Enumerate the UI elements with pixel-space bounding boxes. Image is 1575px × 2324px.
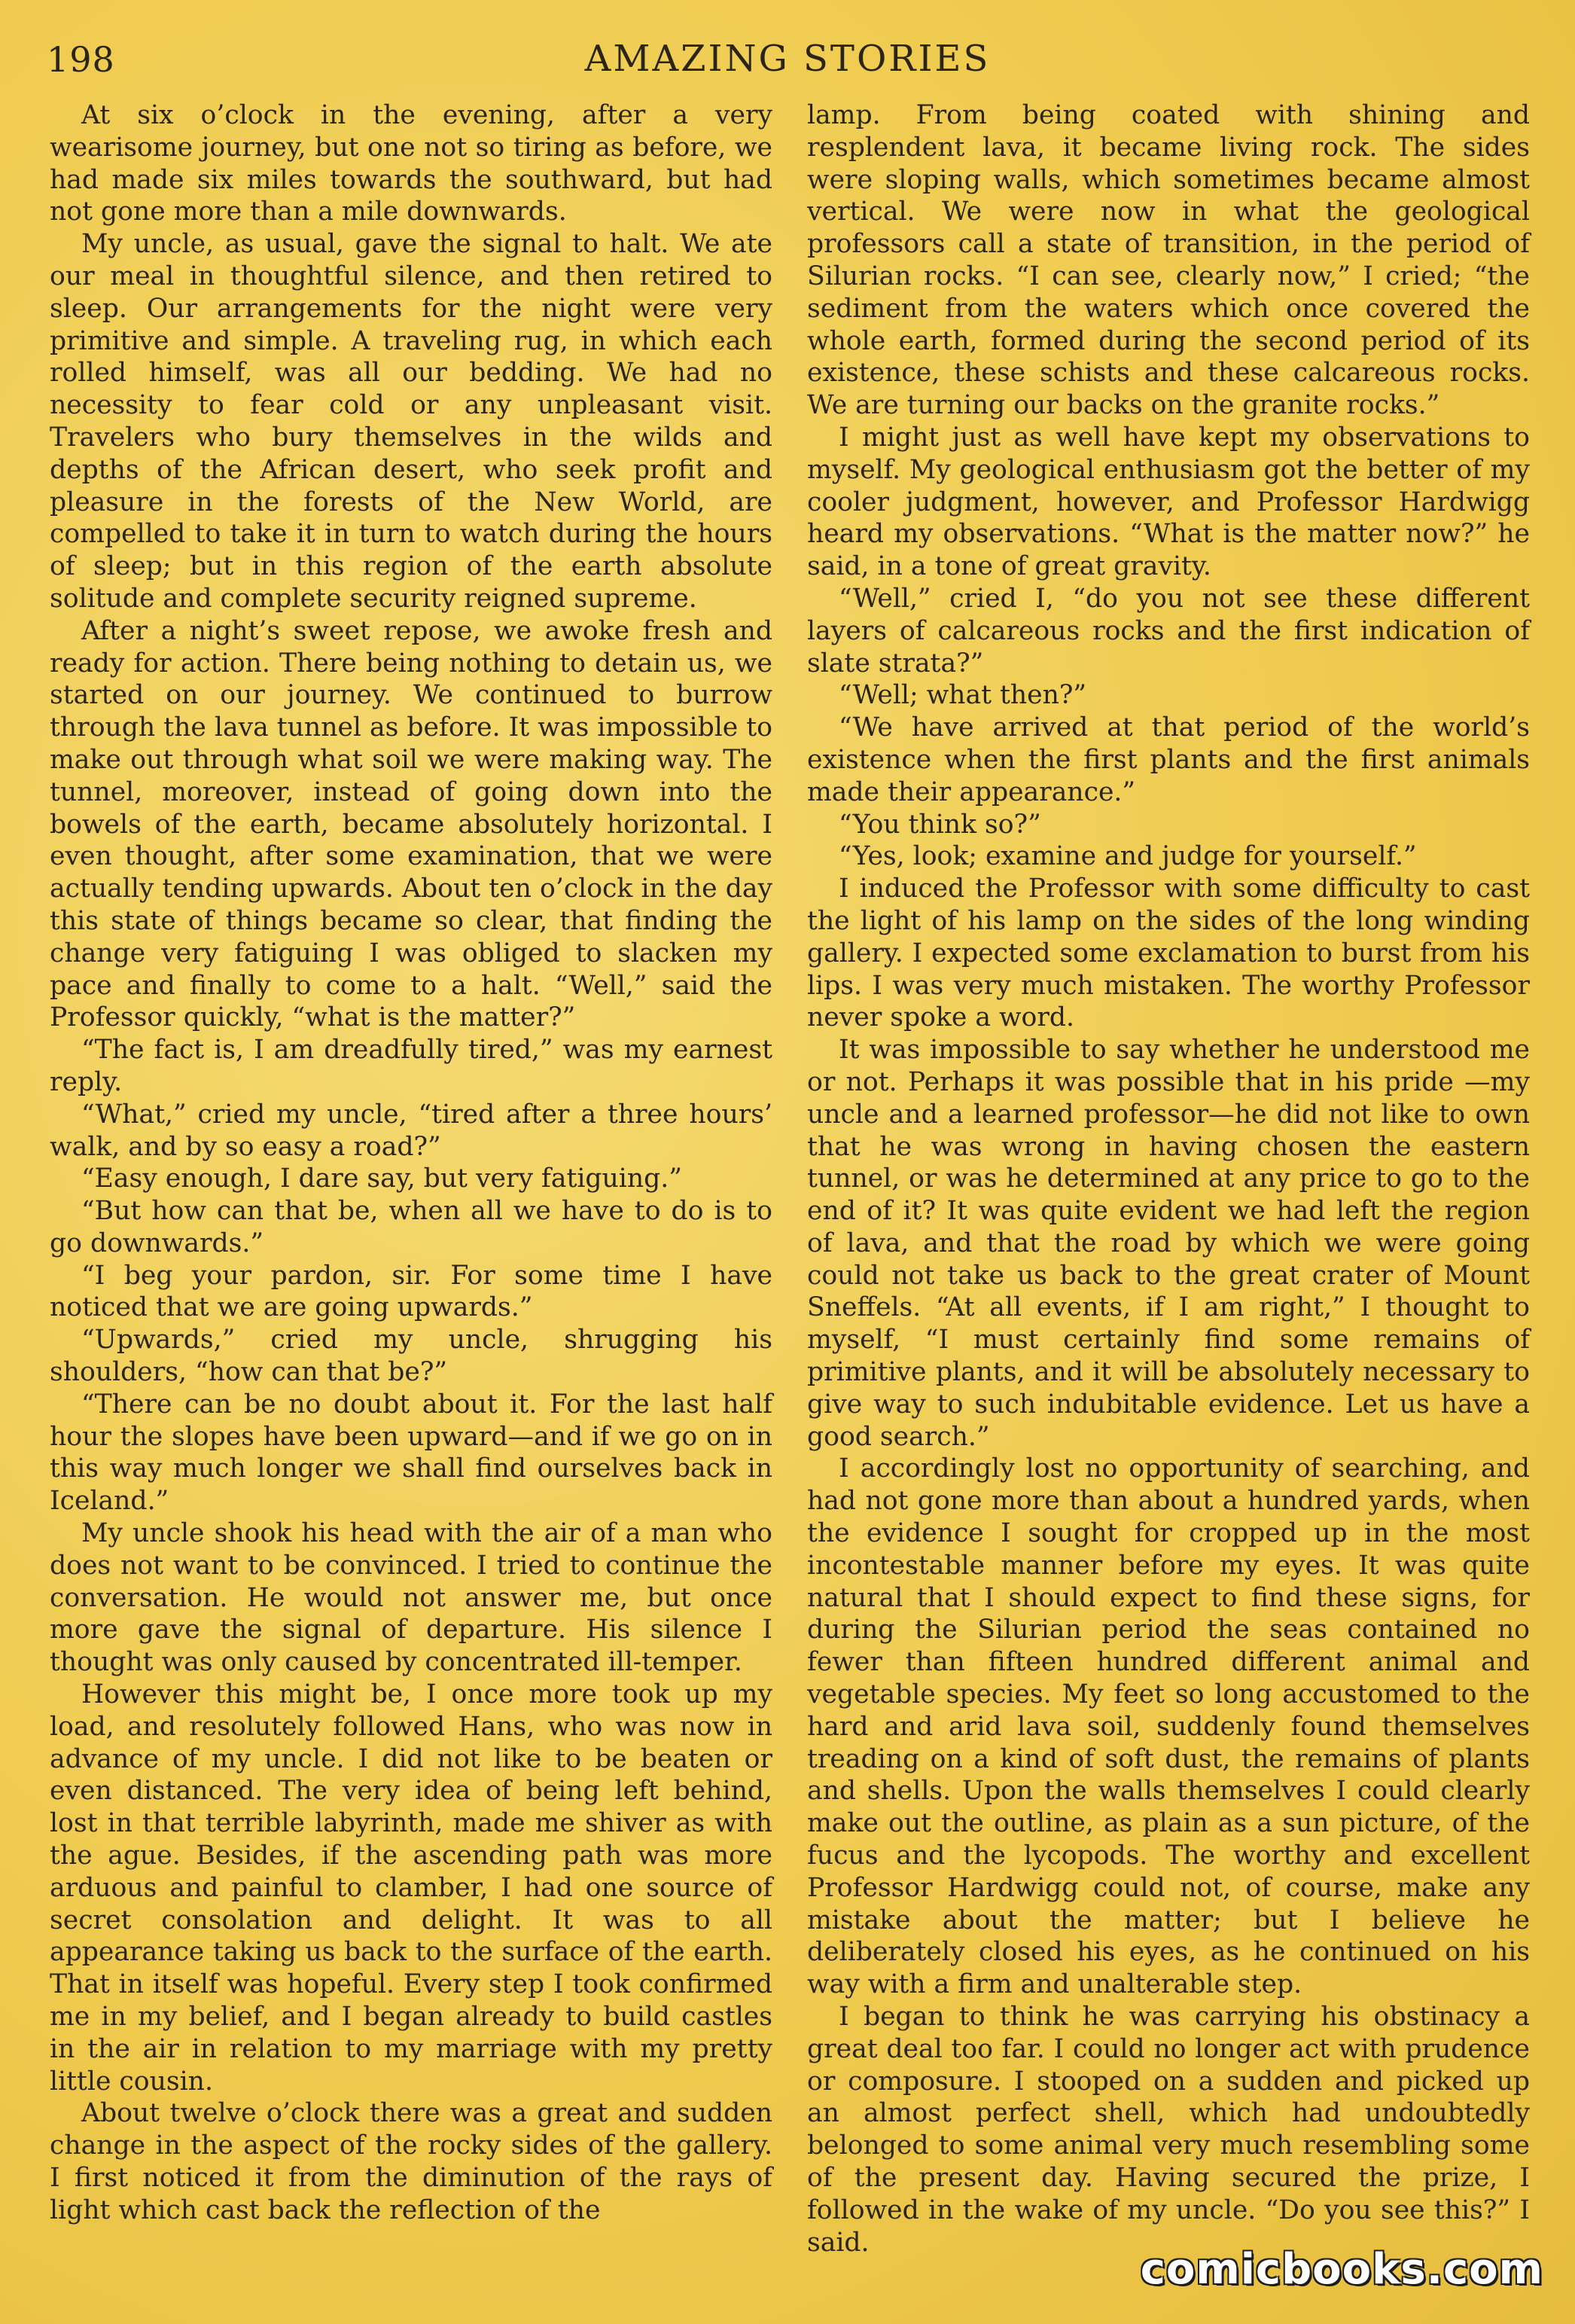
paragraph: My uncle, as usual, gave the signal to halt. We ate our meal in thoughtful silence, and then retired to sleep. Our arrangements for the night were very primitive and simple. A traveling rug, in which each rolled himself, was all our bedding. We had no necessity to fear cold or any unpleasant visit. Travelers who bury themselves in the wilds and depths of the African desert, who seek profit and pleasure in the forests of the New World, are compelled to take it in turn to watch during the hours of sleep; but in this region of the earth absolute solitude and complete security reigned supreme. [50,229,772,614]
paragraph: After a night’s sweet repose, we awoke fresh and ready for action. There being nothing to detain us, we started on our journey. We continued to burrow through the lava tunnel as before. It was impossible to make out through what soil we were making way. The tunnel, moreover, instead of going down into the bowels of the earth, became absolutely horizontal. I even thought, after some examination, that we were actually tending upwards. About ten o’clock in the day this state of things became so clear, that finding the change very fatiguing I was obliged to slacken my pace and finally to come to a halt. “Well,” said the Professor quickly, “what is the matter?” [50,615,772,1033]
paragraph: I began to think he was carrying his obstinacy a great deal too far. I could no longer act with prudence or composure. I stooped on a sudden and picked up an almost perfect shell, which had undoubtedly belonged to some animal very much resembling some of the present day. Having secured the prize, I followed in the wake of my uncle. “Do you see this?” I said. [807,2002,1530,2258]
paragraph: It was impossible to say whether he understood me or not. Perhaps it was possible that in his pride —my uncle and a learned professor—he did not like to own that he was wrong in having chosen the eastern tunnel, or was he determined at any price to go to the end of it? It was quite evident we had left the region of lava, and that the road by which we were going could not take us back to the great crater of Mount Sneffels. “At all events, if I am right,” I thought to myself, “I must certainly find some remains of primitive plants, and it will be absolutely necessary to give way to such indubitable evidence. Let us have a good search.” [807,1035,1530,1452]
paragraph: I induced the Professor with some difficulty to cast the light of his lamp on the sides of the long winding gallery. I expected some exclamation to burst from his lips. I was very much mistaken. The worthy Professor never spoke a word. [807,874,1530,1033]
paragraph: “There can be no doubt about it. For the last half hour the slopes have been upward—and if we go on in this way much longer we shall find ourselves back in Iceland.” [50,1389,772,1517]
paragraph: “What,” cried my uncle, “tired after a three hours’ walk, and by so easy a road?” [50,1099,772,1162]
paragraph: I accordingly lost no opportunity of searching, and had not gone more than about a hundred yards, when the evidence I sought for cropped up in the most incontestable manner before my eyes. It was quite natural that I should expect to find these signs, for during the Silurian period the seas contained no fewer than fifteen hundred different animal and vegetable species. My feet so long accustomed to the hard and arid lava soil, suddenly found themselves treading on a kind of soft dust, the remains of plants and shells. Upon the walls themselves I could clearly make out the outline, as plain as a sun picture, of the fucus and the lycopods. The worthy and excellent Professor Hardwigg could not, of course, make any mistake about the matter; but I believe he deliberately closed his eyes, as he continued on his way with a firm and unalterable step. [807,1453,1530,2000]
paragraph: “Easy enough, I dare say, but very fatiguing.” [81,1164,682,1194]
paragraph: lamp. From being coated with shining and resplendent lava, it became living rock. The sides were sloping walls, which sometimes became almost vertical. We were now in what the geological professors call a state of transition, in the period of Silurian rocks. “I can see, clearly now,” I cried; “the sediment from the waters which once covered the whole earth, formed during the second period of its existence, these schists and these calcareous rocks. We are turning our backs on the granite rocks.” [807,100,1530,421]
watermark: comicbooks.com [1140,2245,1543,2294]
paragraph: “You think so?” [839,809,1041,840]
paragraph: About twelve o’clock there was a great and sudden change in the aspect of the rocky sides of the gallery. I first noticed it from the diminution of the rays of light which cast back the reflection of the [50,2098,772,2225]
page-number: 198 [47,39,115,80]
running-head: AMAZING STORIES [584,38,991,80]
paragraph: “Well,” cried I, “do you not see these different layers of calcareous rocks and the first indication of slate strata?” [807,583,1530,679]
paragraph: At six o’clock in the evening, after a very wearisome journey, but one not so tiring as before, we had made six miles towards the southward, but had not gone more than a mile downwards. [50,100,772,227]
right-column [807,99,1530,2258]
paragraph: “I beg your pardon, sir. For some time I have noticed that we are going upwards.” [50,1260,772,1323]
paragraph: However this might be, I once more took up my load, and resolutely followed Hans, who was now in advance of my uncle. I did not like to be beaten or even distanced. The very idea of being left behind, lost in that terrible labyrinth, made me shiver as with the ague. Besides, if the ascending path was more arduous and painful to clamber, I had one source of secret consolation and delight. It was to all appearance taking us back to the surface of the earth. That in itself was hopeful. Every step I took confirmed me in my belief, and I began already to build castles in the air in relation to my marriage with my pretty little cousin. [50,1679,772,2097]
paragraph: “The fact is, I am dreadfully tired,” was my earnest reply. [50,1035,772,1097]
paragraph: “Upwards,” cried my uncle, shrugging his shoulders, “how can that be?” [50,1325,772,1388]
paragraph: “Well; what then?” [839,680,1087,711]
paragraph: “Yes, look; examine and judge for yourself.” [839,841,1417,872]
paragraph: My uncle shook his head with the air of a man who does not want to be convinced. I tried to continue the conversation. He would not answer me, but once more gave the signal of departure. His silence I thought was only caused by concentrated ill-temper. [50,1518,772,1678]
paragraph: I might just as well have kept my observations to myself. My geological enthusiasm got the better of my cooler judgment, however, and Professor Hardwigg heard my observations. “What is the matter now?” he said, in a tone of great gravity. [807,422,1530,582]
left-column [50,99,772,2227]
paragraph: “But how can that be, when all we have to do is to go downwards.” [50,1196,772,1258]
paragraph: “We have arrived at that period of the world’s existence when the first plants and the first animals made their appearance.” [807,712,1530,807]
